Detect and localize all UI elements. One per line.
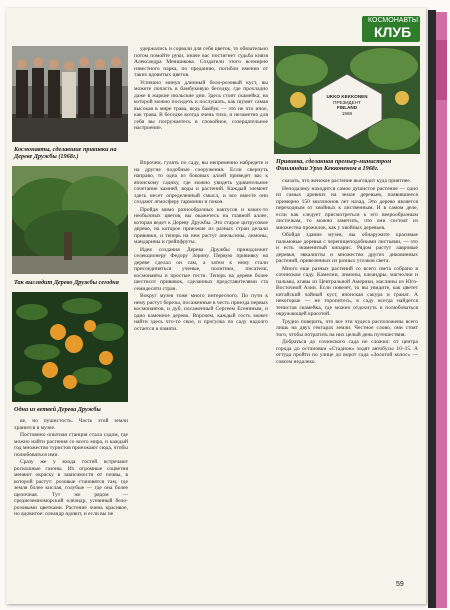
- paragraph: Обойдя здание музея, вы обнаружите красивые пальмовые деревья с черепицеподобными листьями, — это и есть знаменитый кипарис. Рядом растут лавровые деревья, эвкалипты и множество других диковинных растений, привезенных из разных уголков света.: [276, 232, 418, 264]
- logo-top-text: КОСМОНАВТЫ: [368, 17, 419, 24]
- page-edge-pink: [435, 12, 447, 608]
- plaque-country: FINLAND: [336, 105, 358, 111]
- page-number: 59: [396, 581, 404, 588]
- paragraph: Неподалеку находится самое душистое растение — одно из самых древних на земле деревьев, появившееся примерно 150 миллионов лет назад. Это дерево является переходным от хвойных к лиственным. И в самом деле, если как следует присмотреться к его веерообразным листочкам, то можно заметить, что они состоят из множества прожилок, как у хвойных деревьев.: [276, 185, 418, 231]
- paragraph: сказать, что женское растение выглядит куда приятнее.: [282, 178, 412, 184]
- paragraph: Трудно поверить, что все эти чудеса расположены всего лишь на двух гектарах земли. Честное слово, они стоят того, чтобы потратить на них целый день путешествия.: [276, 318, 418, 338]
- paragraph: Пройдя мимо разнообразных кактусов и каких-то необычных цветов, вы окажетесь на главной аллее, которая ведет к Дереву Дружбы. Это старое цитрусовое дерево, на которое приезжие из разных стран делали прививки, и теперь на нем растут апельсины, лимоны, мандарины и грейпфруты.: [134, 206, 268, 245]
- text-column-2-bottom: [134, 160, 268, 578]
- text-column-3: [276, 178, 418, 578]
- branch-photo: [12, 292, 128, 402]
- cosmonauts-photo: [12, 46, 128, 142]
- paragraph: Успешно минуя длинный бело-розовый куст, вы можете попасть в бамбуковую беседку, где прохладно даже в жаркие июльские дни. Здесь стоит скамейка, на которой можно посидеть и послушать, как шумит самая высокая в мире трава, ведь бамбук — это не что иное, как трава. В беседке всегда очень тихо, и незаметно для себя вы погружаетесь в спокойное, созерцательное настроение.: [134, 79, 268, 131]
- logo-main-text: КЛУБ: [374, 24, 412, 40]
- paragraph: Вокруг музея тоже много интересного. По пути к нему растут березы, посаженные в честь приезда первых космонавтов, и дуб, посаженный Сергеем Есениным, и одно каменное дерево. Впрочем, каждый гость может найти здесь что-то свое, и прогулка по саду надолго остается в памяти.: [134, 293, 268, 332]
- caption-branch: Одна из ветвей Дерева Дружбы: [14, 406, 101, 413]
- paragraph: удержались и сорвали для себя цветок, то обязательно потом помойте руки, иначе вас постигнет судьба князя Александра Меншикова. Создатели этого всемирно известного парка, по преданию, погибли именно от таких ядовитых цветов.: [134, 46, 268, 78]
- page-edge-tab: [435, 40, 447, 100]
- paragraph: Идея создания Дерева Дружбы принадлежит селекционеру Федору Зорину. Первую прививку на дереве сделал он сам, а затем к нему стали присоединяться ученые, политики, писатели, космонавты и простые гости. Теперь на дереве более шестисот прививок, сделанных представителями ста семидесяти стран.: [134, 246, 268, 292]
- caption-cosmonauts: Космонавты, сделавшие прививки на Дереве Дружбы (1968г.): [14, 146, 117, 160]
- tree-today-photo: [12, 166, 128, 274]
- paragraph: Добраться до сочинского сада не сложно: от центра города до остановки «Стадион» ходят автобусы 10–15. А оттуда пройти по улице до ворот сада «Золотой колос» — совсем недалеко.: [276, 339, 418, 365]
- caption-tree-today: Так выглядит Дерево Дружбы сегодня: [14, 279, 119, 286]
- text-column-2-top: [134, 46, 268, 156]
- paragraph: ве, но пушистость. Часть этой земли хранится в музее.: [14, 418, 128, 431]
- plaque-title: ПРЕЗИДЕНТ: [333, 99, 361, 105]
- caption-finland-graft: Прививка, сделанная премьер-министром Финляндии Урхо Кекконеном в 1968г.: [276, 158, 392, 172]
- plaque-name: UKKO KEKKONEN: [326, 94, 368, 99]
- paragraph: Много еще разных растений со всего света собрано в сочинском саду. Камелии, лимоны, олеандры, магнолии и пальмы, агавы из Центральной Америки, маслины из Юго-Восточной Азии. Если повезет, то вы увидите, как цветет китайский чайный куст, японская сакура и гранат. А некоторые — не торопитесь, в саду всегда найдется тенистая скамейка, где можно отдохнуть и полюбоваться окружающей красотой.: [276, 265, 418, 317]
- paragraph: Впрочем, гулять по саду, вы непременно набредете и на другие подобные сооружения. Если свернуть направо, то одна из боковых аллей приведет вас к японскому садику, где можно увидеть удивительное сочетание камней, воды и растений. Каждый элемент здесь несет определенный смысл, и все вместе они создают атмосферу гармонии и покоя.: [134, 160, 268, 205]
- graft-plaque: [316, 94, 378, 116]
- page-edge-dark: [428, 10, 436, 608]
- text-column-1-bottom: [14, 418, 128, 578]
- paragraph: Сразу же у входа гостей встречают роскошные газоны. Их огромные соцветия меняют окраску в зависимости от почвы, в которой растут: розовые становятся там, где земля более кислая, голубые — где она более щелочная. Тут же рядом — среднеземноморский олеандр, усеянный бело-розовыми цветками. Растение очень красивое, но ядовитое: олеандр ядовит, и если вы не: [14, 459, 128, 517]
- finland-graft-photo: [274, 46, 420, 154]
- magazine-logo: [362, 16, 420, 42]
- paragraph: Постоянно опытная станция стала садом, где можно найти растения со всего мира, и каждый год множество туристов приезжают сюда, чтобы полюбоваться ими.: [14, 432, 128, 458]
- plaque-year: 1968: [341, 110, 353, 116]
